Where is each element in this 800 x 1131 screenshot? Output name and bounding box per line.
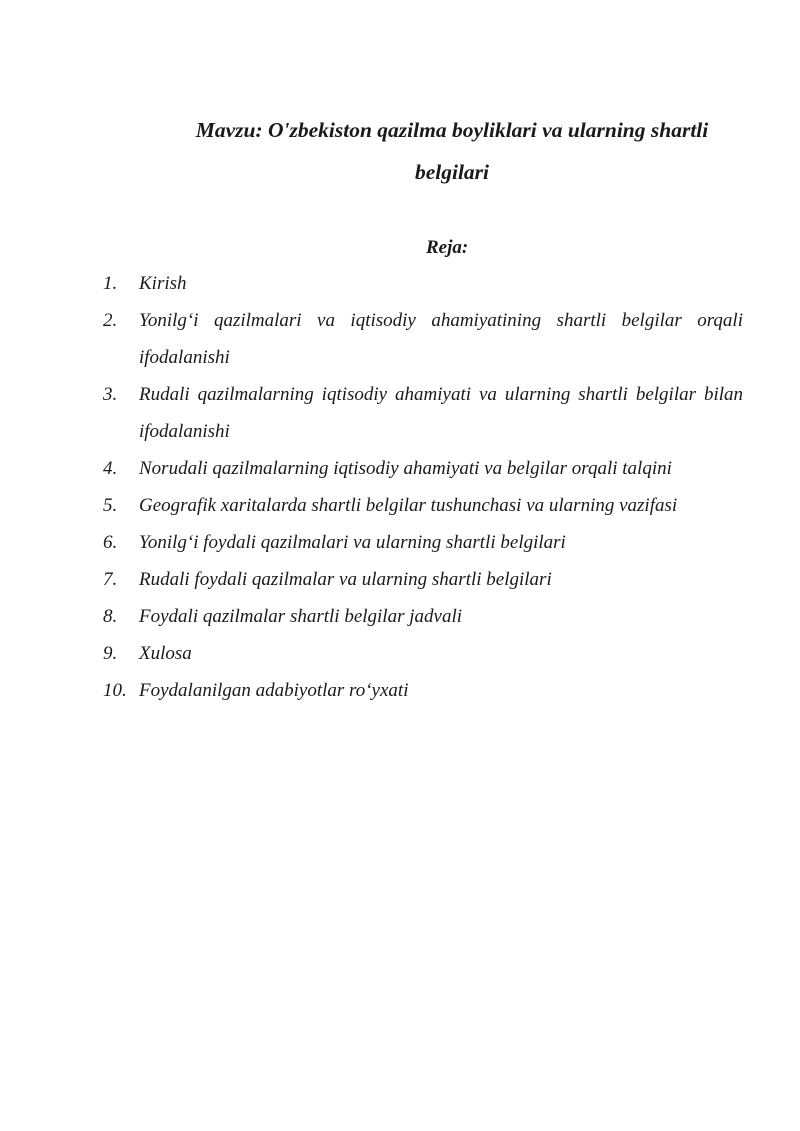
plan-item-1 [103,265,743,302]
plan-item-text: Foydalanilgan adabiyotlar ro‘yxati [139,680,409,701]
plan-item-number: 3. [103,384,118,405]
plan-list [103,265,743,709]
plan-item-5 [103,487,743,524]
plan-item-6 [103,524,743,561]
plan-item-text: Xulosa [139,643,192,664]
plan-item-number: 9. [103,643,118,664]
plan-item-text: Norudali qazilmalarning iqtisodiy ahamiyati va belgilar orqali talqini [139,458,672,479]
plan-item-number: 7. [103,569,118,590]
plan-item-text: Foydali qazilmalar shartli belgilar jadvali [139,606,462,627]
plan-item-2 [103,302,743,376]
plan-item-7 [103,561,743,598]
plan-item-number: 2. [103,310,118,331]
plan-item-number: 8. [103,606,118,627]
plan-item-number: 10. [103,680,127,701]
plan-item-text: Rudali qazilmalarning iqtisodiy ahamiyati va ularning shartli belgilar bilan ifodalanishi [139,384,743,442]
plan-item-text: Kirish [139,273,187,294]
plan-item-number: 4. [103,458,118,479]
plan-heading: Reja: [426,237,469,258]
plan-item-text: Yonilg‘i foydali qazilmalari va ularning shartli belgilari [139,532,566,553]
page-title: Mavzu: O'zbekiston qazilma boyliklari va ularning shartli belgilari [195,118,709,184]
plan-item-text: Rudali foydali qazilmalar va ularning shartli belgilari [139,569,552,590]
plan-item-10 [103,672,743,709]
plan-item-number: 5. [103,495,118,516]
plan-item-text: Yonilg‘i qazilmalari va iqtisodiy ahamiyatining shartli belgilar orqali ifodalanishi [139,310,743,368]
plan-item-number: 6. [103,532,118,553]
plan-item-text: Geografik xaritalarda shartli belgilar tushunchasi va ularning vazifasi [139,495,678,516]
plan-item-8 [103,598,743,635]
plan-item-9 [103,635,743,672]
plan-item-number: 1. [103,273,118,294]
plan-item-3 [103,376,743,450]
plan-item-4 [103,450,743,487]
